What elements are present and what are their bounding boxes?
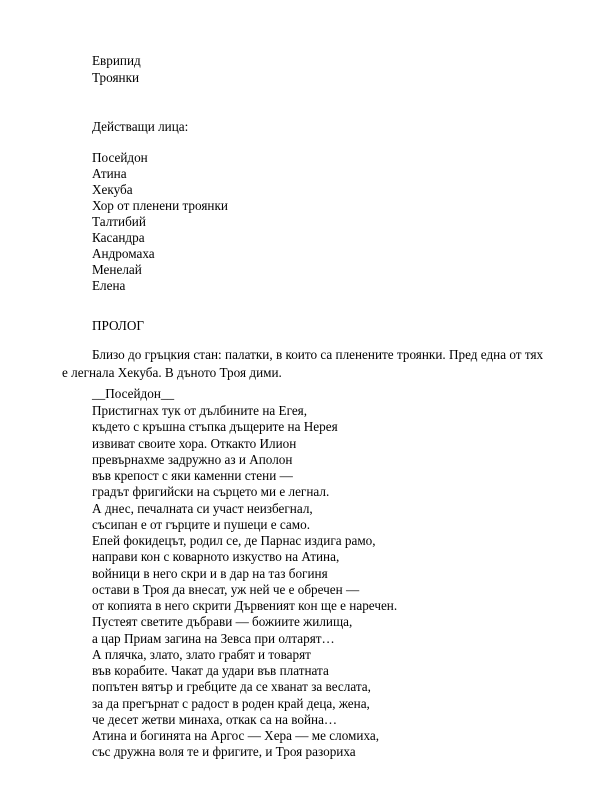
- cast-member: Андромаха: [92, 246, 155, 261]
- verse-line: във корабите. Чакат да удари във платната: [92, 663, 329, 678]
- verse-block: [92, 403, 397, 761]
- verse-line: а цар Приам загина на Зевса при олтарят…: [92, 630, 335, 646]
- verse-line: направи кон с коварното изкуство на Атина,: [92, 549, 340, 565]
- verse-line: Атина и богинята на Аргос — Хера — ме сломиха,: [92, 728, 380, 743]
- verse-line: остави в Троя да внесат, уж ней че е обречен —: [92, 581, 360, 597]
- cast-member: Касандра: [92, 230, 145, 245]
- cast-heading: Действащи лица:: [92, 119, 189, 134]
- cast-member: Хор от пленени троянки: [92, 198, 228, 213]
- work-title: Троянки: [92, 70, 140, 85]
- cast-member: Елена: [92, 278, 126, 293]
- prologue-heading: ПРОЛОГ: [92, 318, 144, 333]
- verse-line: градът фригийски на сърцето ми е легнал.: [92, 484, 330, 500]
- verse-line: А днес, печалната си участ неизбегнал,: [92, 500, 313, 516]
- cast-member: Атина: [92, 166, 127, 181]
- verse-line: където с кръшна стъпка дъщерите на Нерея: [92, 419, 338, 435]
- author-name: Еврипид: [92, 53, 141, 68]
- verse-line: за да прегърнат с радост в роден край деца, жена,: [92, 695, 370, 711]
- verse-line: превърнахме задружно аз и Аполон: [92, 451, 293, 467]
- cast-member: Хекуба: [92, 182, 133, 197]
- verse-line: във крепост с яки каменни стени —: [92, 468, 293, 483]
- cast-member: Талтибий: [92, 214, 146, 229]
- verse-line: със дружна воля те и фригите, и Троя разориха: [92, 744, 356, 760]
- verse-line: Епей фокидецът, родил се, де Парнас издига рамо,: [92, 533, 376, 548]
- cast-member: Посейдон: [92, 150, 148, 165]
- verse-line: Пристигнах тук от дълбините на Егея,: [92, 403, 308, 418]
- verse-line: Пустеят светите дъбрави — божиите жилища,: [92, 614, 353, 630]
- verse-line: извиват своите хора. Откакто Илион: [92, 435, 297, 451]
- verse-line: от копията в него скрити Дървеният кон ще е наречен.: [92, 598, 398, 613]
- speaker-name: __Посейдон__: [92, 386, 175, 401]
- verse-line: А плячка, злато, злато грабят и товарят: [92, 646, 311, 662]
- verse-line: че десет жетви минаха, откак са на война…: [92, 711, 338, 727]
- verse-line: войници в него скри и в дар на таз богиня: [92, 565, 328, 581]
- verse-line: съсипан е от гърците и пушеци е само.: [92, 516, 311, 532]
- cast-member: Менелай: [92, 262, 142, 277]
- verse-line: попътен вятър и гребците да се хванат за веслата,: [92, 679, 371, 695]
- stage-direction: Близо до гръцкия стан: палатки, в които са пленените троянки. Пред една от тях е легнала Хекуба. В дъното Троя дими.: [62, 347, 544, 380]
